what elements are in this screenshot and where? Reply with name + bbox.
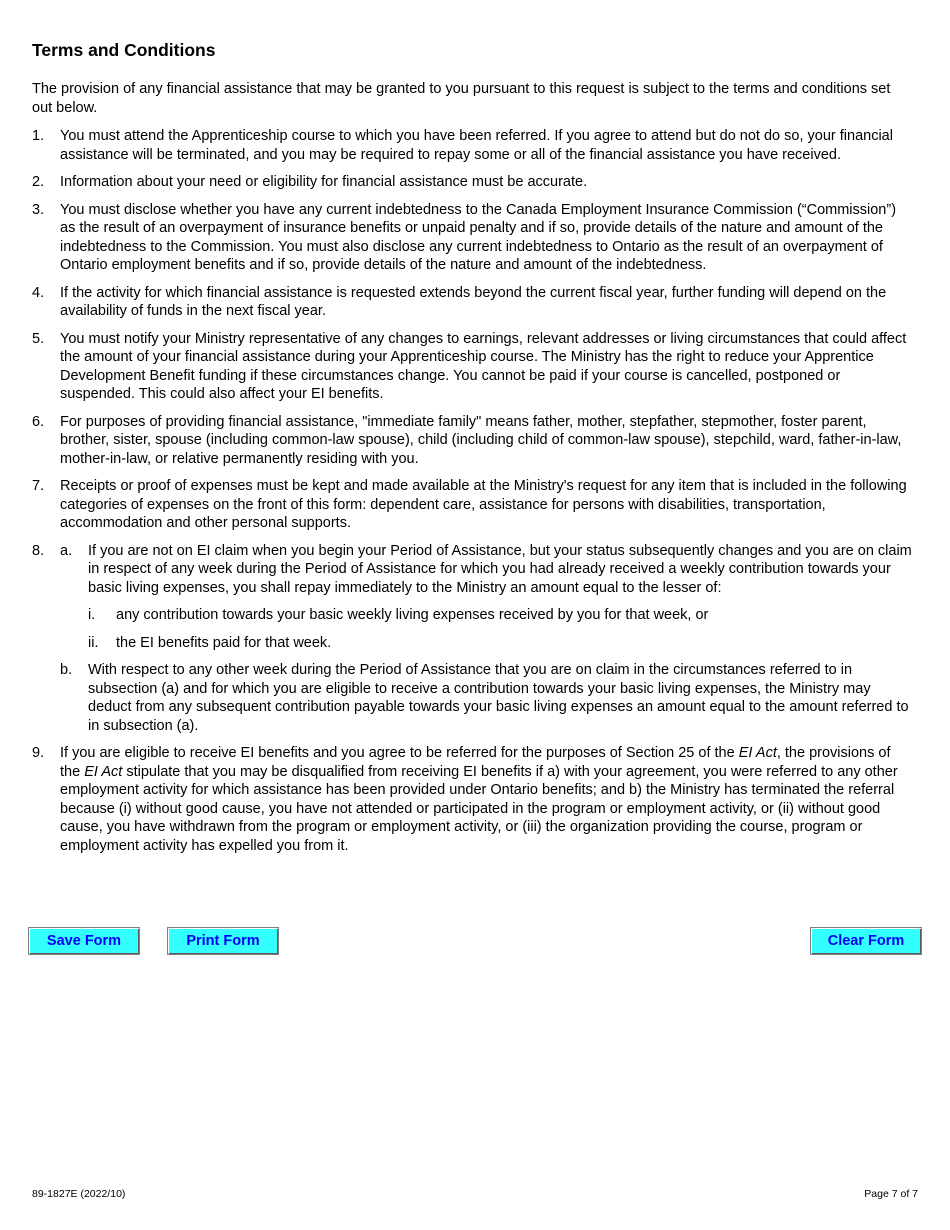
item-number: 2. xyxy=(32,174,45,190)
subsection-b xyxy=(60,661,914,735)
subsection-text: With respect to any other week during the Period of Assistance that you are on claim in the circumstances referred to in subsection (a) and for which you are eligible to receive a contribution towards your basic living expenses, the Ministry may deduct from any subsequent contribution payable towards your basic living expenses an amount equal to the amount referred to in subsection (a). xyxy=(88,662,909,734)
subsection-a-ii xyxy=(60,634,914,653)
roman-text: any contribution towards your basic weekly living expenses received by you for that week, or xyxy=(116,607,709,623)
item-number: 8. xyxy=(32,542,45,559)
ei-act-reference: EI Act xyxy=(84,763,123,780)
intro-paragraph: The provision of any financial assistance that may be granted to you pursuant to this request is subject to the terms and conditions set out below. xyxy=(32,81,891,116)
ei-act-reference: EI Act xyxy=(738,745,777,761)
list-item-9 xyxy=(32,744,914,855)
item-number: 6. xyxy=(32,413,45,430)
item-8-body xyxy=(60,542,914,736)
item-number: 3. xyxy=(32,201,45,218)
roman-label: i. xyxy=(88,607,96,623)
item-9-text-part: stipulate that you may be disqualified from receiving EI benefits if a) with your agreement, you were referred to any other employment activity for which assistance has been provided under Ontario benefits; and b) the Ministry has terminated the referral because (i) without good cause, you have not attended or participated in the program or employment activity, or (ii) without good cause, you have withdrawn from the program or employment activity, or (iii) the organization providing the course, program or employment activity has expelled you from it. xyxy=(60,763,898,854)
list-item xyxy=(32,173,914,192)
subsection-label: b. xyxy=(60,662,73,678)
print-form-button[interactable]: Print Form xyxy=(167,927,279,955)
item-text xyxy=(60,744,914,855)
item-number: 9. xyxy=(32,745,45,761)
item-text: Receipts or proof of expenses must be kept and made available at the Ministry's request for any item that is included in the following categories of expenses on the front of this form: dependent care, assistance for persons with disabilities, transportation, accommodation and other personal supports. xyxy=(60,478,907,531)
page-title: Terms and Conditions xyxy=(32,40,216,60)
save-form-button[interactable]: Save Form xyxy=(28,927,140,955)
subsection-a xyxy=(60,542,914,598)
item-text: If the activity for which financial assistance is requested extends beyond the current fiscal year, further funding will depend on the availability of funds in the next fiscal year. xyxy=(60,284,887,319)
subsection-text: If you are not on EI claim when you begin your Period of Assistance, but your status subsequently changes and you are on claim in respect of any week during the Period of Assistance for which you had already received a weekly contribution towards your basic living expenses, you shall repay immediately to the Ministry an amount equal to the lesser of: xyxy=(88,542,912,596)
list-item xyxy=(32,477,914,533)
list-item-8 xyxy=(32,542,914,736)
clear-form-button[interactable]: Clear Form xyxy=(810,927,922,955)
item-number: 5. xyxy=(32,330,45,347)
item-number: 4. xyxy=(32,284,45,301)
subsection-label: a. xyxy=(60,542,73,559)
subsection-a-i xyxy=(60,606,914,625)
list-item xyxy=(32,284,914,321)
list-item xyxy=(32,330,914,404)
list-item xyxy=(32,127,914,164)
terms-page xyxy=(32,38,914,864)
list-item xyxy=(32,201,914,275)
item-text: You must notify your Ministry representative of any changes to earnings, relevant addresses or living circumstances that could affect the amount of your financial assistance during your Apprenticeship course. The Ministry has the right to reduce your Apprentice Development Benefit funding if these circumstances change. You cannot be paid if your course is cancelled, postponed or suspended. This could also affect your EI benefits. xyxy=(60,330,907,402)
roman-text: the EI benefits paid for that week. xyxy=(116,634,332,651)
item-9-text-part: If you are eligible to receive EI benefits and you agree to be referred for the purposes of Section 25 of the xyxy=(60,745,739,761)
list-item xyxy=(32,413,914,469)
item-number: 7. xyxy=(32,478,45,494)
item-text: For purposes of providing financial assistance, "immediate family" means father, mother, stepfather, stepmother, foster parent, brother, sister, spouse (including common-law spouse), child (including child of common-law spouse), stepchild, ward, father-in-law, mother-in-law, or relative permanently residing with you. xyxy=(60,413,902,467)
item-text: Information about your need or eligibility for financial assistance must be accurate. xyxy=(60,174,588,190)
item-number: 1. xyxy=(32,128,45,144)
item-text: You must attend the Apprenticeship course to which you have been referred. If you agree to attend but do not do so, your financial assistance will be terminated, and you may be required to repay some or all of the financial assistance you have received. xyxy=(60,128,893,163)
item-9-text-part: , the provisions of the xyxy=(60,745,891,780)
roman-label: ii. xyxy=(88,634,99,651)
item-text: You must disclose whether you have any current indebtedness to the Canada Employment Insurance Commission (“Commission”) as the result of an overpayment of insurance benefits or unpaid penalty and if so, provide details of the nature and amount of the indebtedness to the Commission. You must also disclose any current indebtedness to Ontario as the result of an overpayment of Ontario employment benefits and if so, provide details of the nature and amount of the indebtedness. xyxy=(60,201,897,273)
form-id: 89-1827E (2022/10) xyxy=(32,1188,126,1200)
page-number: Page 7 of 7 xyxy=(864,1188,918,1200)
